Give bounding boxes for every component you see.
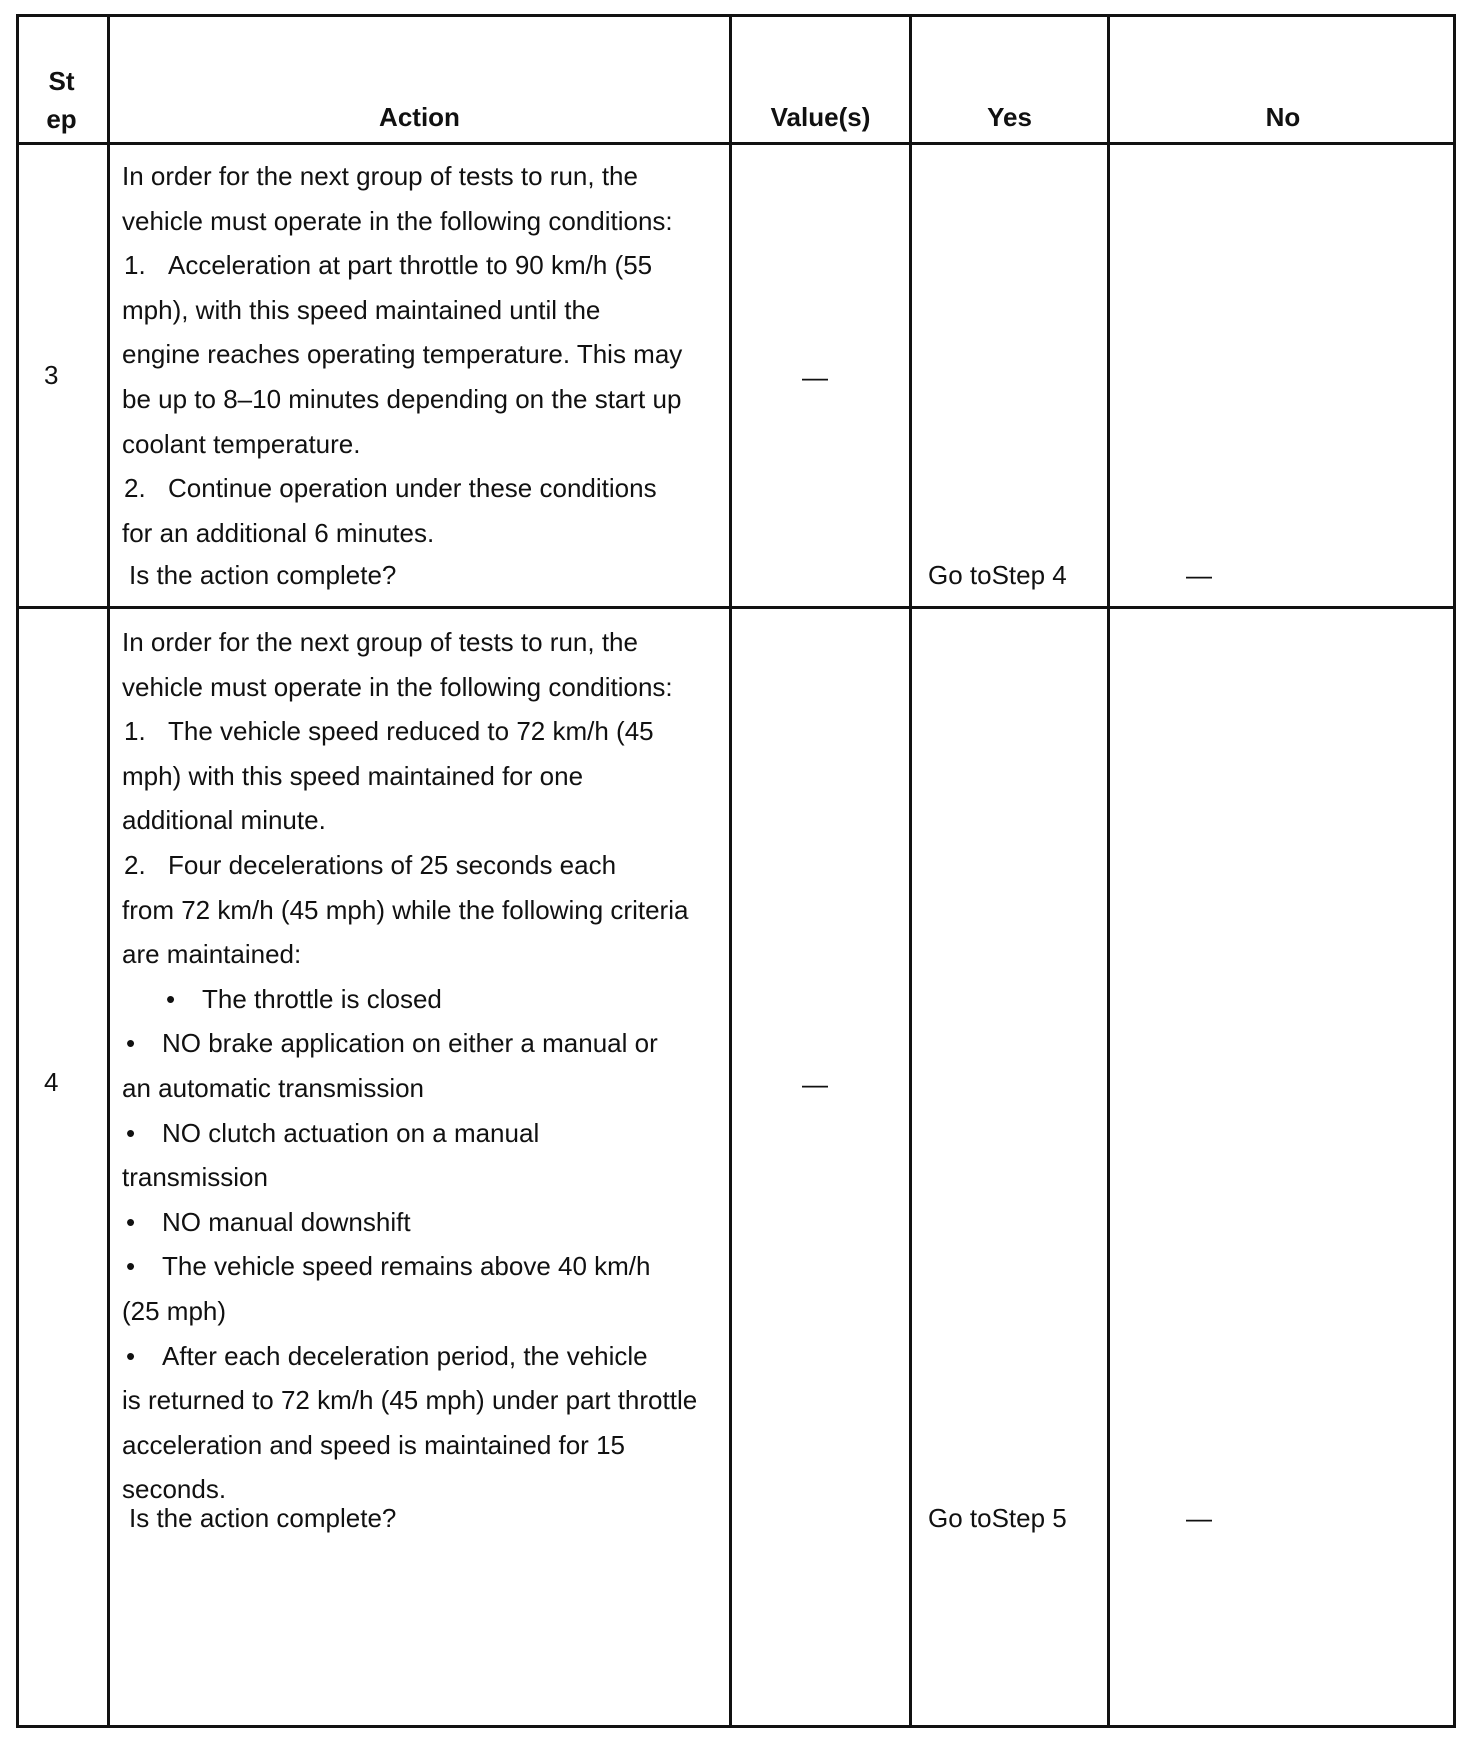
header-step-line-2: ep (46, 104, 77, 134)
action-line: acceleration and speed is maintained for 15 (122, 1429, 625, 1460)
step-4-values: — (802, 1069, 828, 1099)
col-divider-step (107, 14, 110, 1728)
action-line: transmission (122, 1162, 268, 1193)
action-numbered-line (122, 466, 682, 511)
action-line-text: NO clutch actuation on a manual (162, 1117, 540, 1148)
action-line-text: Continue operation under these conditions (168, 473, 657, 504)
bullet-icon: • (166, 983, 176, 1014)
row-divider-header (16, 142, 1456, 145)
row-divider-step3 (16, 606, 1456, 609)
action-bullet-line (122, 1021, 697, 1066)
action-line: engine reaches operating temperature. This may (122, 339, 683, 370)
action-line: vehicle must operate in the following conditions: (122, 671, 673, 702)
action-line-text: The throttle is closed (202, 983, 442, 1014)
action-line: is returned to 72 km/h (45 mph) under part throttle (122, 1385, 698, 1416)
bullet-icon: • (126, 1251, 136, 1282)
step-3-number: 3 (44, 360, 59, 390)
header-no: No (1265, 102, 1301, 132)
bullet-icon: • (126, 1117, 136, 1148)
bullet-icon: • (126, 1028, 136, 1059)
list-number: 1. (124, 716, 146, 747)
action-line: coolant temperature. (122, 428, 361, 459)
step-4-action (122, 620, 697, 1512)
list-number: 2. (124, 473, 146, 504)
step-4-question: Is the action complete? (129, 1503, 397, 1533)
action-line: mph), with this speed maintained until the (122, 294, 601, 325)
header-action: Action (379, 102, 460, 132)
action-bullet-line (122, 1244, 697, 1289)
header-step (16, 62, 107, 138)
action-bullet-line (122, 1111, 697, 1156)
action-bullet-line (122, 1334, 697, 1379)
header-yes: Yes (987, 102, 1032, 132)
step-3-question: Is the action complete? (129, 560, 397, 590)
action-line: additional minute. (122, 805, 326, 836)
step-3-action (122, 154, 682, 555)
action-line: are maintained: (122, 939, 302, 970)
step-3-yes: Go toStep 4 (928, 560, 1067, 590)
action-line-text: The vehicle speed reduced to 72 km/h (45 (168, 716, 654, 747)
col-divider-action (729, 14, 732, 1728)
action-line: seconds. (122, 1474, 227, 1505)
header-step-line-1: St (48, 66, 75, 96)
action-line-text: NO manual downshift (162, 1206, 411, 1237)
action-line: an automatic transmission (122, 1072, 425, 1103)
action-line: (25 mph) (122, 1295, 227, 1326)
list-number: 1. (124, 250, 146, 281)
action-numbered-line (122, 843, 697, 888)
action-bullet-line (122, 977, 697, 1022)
action-line: mph) with this speed maintained for one (122, 760, 584, 791)
bullet-icon: • (126, 1206, 136, 1237)
step-3-no: — (1186, 560, 1212, 590)
header-values: Value(s) (770, 102, 871, 132)
step-3-values: — (802, 362, 828, 392)
action-line: In order for the next group of tests to run, the (122, 627, 638, 657)
bullet-icon: • (126, 1340, 136, 1371)
action-line: be up to 8–10 minutes depending on the start up (122, 383, 682, 414)
action-line-text: After each deceleration period, the vehicle (162, 1340, 648, 1371)
action-line-text: Acceleration at part throttle to 90 km/h (55 (168, 250, 653, 281)
col-divider-yes (1107, 14, 1110, 1728)
action-line: from 72 km/h (45 mph) while the following criteria (122, 894, 689, 925)
diagnostic-table (16, 14, 1456, 1728)
action-line-text: Four decelerations of 25 seconds each (168, 849, 617, 880)
step-4-yes: Go toStep 5 (928, 1503, 1067, 1533)
action-bullet-line (122, 1200, 697, 1245)
action-line-text: NO brake application on either a manual or (162, 1028, 658, 1059)
action-numbered-line (122, 709, 697, 754)
action-line-text: The vehicle speed remains above 40 km/h (162, 1251, 651, 1282)
col-divider-values (909, 14, 912, 1728)
step-4-number: 4 (44, 1067, 59, 1097)
action-numbered-line (122, 243, 682, 288)
list-number: 2. (124, 849, 146, 880)
step-4-no: — (1186, 1503, 1212, 1533)
action-line: for an additional 6 minutes. (122, 517, 435, 548)
action-line: In order for the next group of tests to run, the (122, 161, 638, 191)
action-line: vehicle must operate in the following conditions: (122, 205, 673, 236)
